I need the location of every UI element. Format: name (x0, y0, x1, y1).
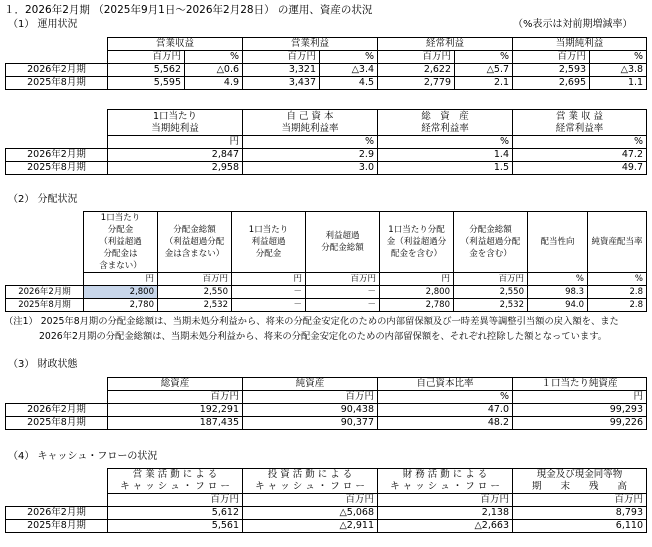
column-header: 営業利益 (243, 38, 378, 51)
column-header: 純資産配当率 (588, 212, 647, 273)
value-cell: － (232, 299, 306, 312)
table-row (6, 149, 647, 162)
unit-cell: 百万円 (513, 494, 647, 507)
unit-cell: 百万円 (158, 273, 232, 286)
unit-cell: % (590, 51, 647, 64)
column-header: 1口当たり 当期純利益 (108, 110, 243, 136)
value-cell: 2,780 (380, 299, 454, 312)
section-1-heading: （1） 運用状況 (8, 19, 78, 30)
column-header: 分配金総額 （利益超過分配 金を含む） (454, 212, 528, 273)
value-cell: 2.9 (243, 149, 378, 162)
value-cell: 2.1 (455, 77, 513, 90)
cash-flow-table (5, 468, 647, 533)
column-header: 利益超過 分配金総額 (306, 212, 380, 273)
value-cell: 2,550 (158, 286, 232, 299)
value-cell: 98.3 (528, 286, 588, 299)
value-cell: 2,532 (454, 299, 528, 312)
table-row (6, 520, 647, 533)
column-header: 財 務 活 動 に よ る キ ャ ッ シ ュ ・ フ ロ ー (378, 469, 513, 494)
unit-cell: 百万円 (108, 391, 243, 404)
table-row (6, 77, 647, 90)
table-row (6, 286, 647, 299)
value-cell: 2.8 (588, 299, 647, 312)
value-cell: 99,226 (513, 417, 647, 430)
row-label: 2025年8月期 (6, 77, 108, 90)
unit-cell: 円 (108, 136, 243, 149)
value-cell: 94.0 (528, 299, 588, 312)
value-cell: 3,437 (243, 77, 320, 90)
unit-cell: 百万円 (108, 494, 243, 507)
value-cell: 5,612 (108, 507, 243, 520)
section-4-heading: （4） キャッシュ・フローの状況 (8, 451, 158, 462)
value-cell: 192,291 (108, 404, 243, 417)
value-cell: 5,561 (108, 520, 243, 533)
table-row (6, 299, 647, 312)
value-cell: △2,911 (243, 520, 378, 533)
value-cell: 2,780 (84, 299, 158, 312)
column-header: 営業収益 (108, 38, 243, 51)
unit-cell: 百万円 (243, 494, 378, 507)
value-cell: 5,595 (108, 77, 185, 90)
value-cell: 99,293 (513, 404, 647, 417)
value-cell: 1.1 (590, 77, 647, 90)
value-cell: 2,800 (380, 286, 454, 299)
unit-cell: 百万円 (306, 273, 380, 286)
corner-cell (6, 212, 84, 273)
corner-cell (6, 469, 108, 494)
value-cell: 3,321 (243, 64, 320, 77)
corner-cell (6, 51, 108, 64)
section-3-heading: （3） 財政状態 (8, 359, 78, 370)
row-label: 2025年8月期 (6, 417, 108, 430)
column-header: 経常利益 (378, 38, 513, 51)
page-title: １．2026年2月期 （2025年9月1日～2026年2月28日） の運用、資産の状況 (4, 4, 373, 16)
row-label: 2025年8月期 (6, 162, 108, 175)
column-header: 総資産 (108, 378, 243, 391)
corner-cell (6, 273, 84, 286)
unit-cell: 円 (513, 391, 647, 404)
column-header: 自 己 資 本 当期純利益率 (243, 110, 378, 136)
unit-cell: 百万円 (108, 51, 185, 64)
column-header: 営 業 活 動 に よ る キ ャ ッ シ ュ ・ フ ロ ー (108, 469, 243, 494)
value-cell: 1.4 (378, 149, 513, 162)
unit-cell: 円 (380, 273, 454, 286)
section-2-heading: （2） 分配状況 (8, 194, 78, 205)
value-cell: － (306, 299, 380, 312)
value-cell: 2,532 (158, 299, 232, 312)
value-cell: 2,138 (378, 507, 513, 520)
value-cell: － (306, 286, 380, 299)
value-cell: 8,793 (513, 507, 647, 520)
value-cell: 4.9 (185, 77, 243, 90)
value-cell: △0.6 (185, 64, 243, 77)
unit-cell: % (320, 51, 378, 64)
column-header: 1口当たり分配 金（利益超過分 配金を含む） (380, 212, 454, 273)
value-cell: 2,593 (513, 64, 590, 77)
corner-cell (6, 38, 108, 51)
value-cell: 47.0 (378, 404, 513, 417)
value-cell-selected[interactable]: 2,800 (84, 286, 158, 299)
unit-cell: % (378, 136, 513, 149)
unit-cell: % (455, 51, 513, 64)
value-cell: 187,435 (108, 417, 243, 430)
value-cell: 5,562 (108, 64, 185, 77)
value-cell: 47.2 (513, 149, 647, 162)
value-cell: 2,958 (108, 162, 243, 175)
value-cell: △2,663 (378, 520, 513, 533)
table-row (6, 162, 647, 175)
value-cell: 48.2 (378, 417, 513, 430)
value-cell: 4.5 (320, 77, 378, 90)
unit-cell: % (588, 273, 647, 286)
section-1-note: （%表示は対前期増減率） (513, 19, 633, 30)
value-cell: 6,110 (513, 520, 647, 533)
unit-cell: 円 (232, 273, 306, 286)
row-label: 2026年2月期 (6, 507, 108, 520)
value-cell: 2,695 (513, 77, 590, 90)
column-header: １口当たり純資産 (513, 378, 647, 391)
value-cell: △3.4 (320, 64, 378, 77)
unit-cell: % (513, 136, 647, 149)
value-cell: 2.8 (588, 286, 647, 299)
value-cell: 49.7 (513, 162, 647, 175)
corner-cell (6, 378, 108, 391)
column-header: 自己資本比率 (378, 378, 513, 391)
column-header: 1口当たり 分配金 （利益超過 分配金は 含まない） (84, 212, 158, 273)
value-cell: 90,377 (243, 417, 378, 430)
unit-cell: 百万円 (378, 494, 513, 507)
column-header: 分配金総額 （利益超過分配 金は含まない） (158, 212, 232, 273)
column-header: 現金及び現金同等物 期 末 残 高 (513, 469, 647, 494)
column-header: 営 業 収 益 経常利益率 (513, 110, 647, 136)
unit-cell: 百万円 (454, 273, 528, 286)
column-header: 投 資 活 動 に よ る キ ャ ッ シ ュ ・ フ ロ ー (243, 469, 378, 494)
column-header: 総 資 産 経常利益率 (378, 110, 513, 136)
row-label: 2026年2月期 (6, 286, 84, 299)
table-row (6, 417, 647, 430)
column-header: 当期純利益 (513, 38, 647, 51)
table-row (6, 507, 647, 520)
unit-cell: 円 (84, 273, 158, 286)
corner-cell (6, 391, 108, 404)
unit-cell: % (528, 273, 588, 286)
corner-cell (6, 136, 108, 149)
unit-cell: 百万円 (243, 51, 320, 64)
row-label: 2026年2月期 (6, 64, 108, 77)
row-label: 2026年2月期 (6, 404, 108, 417)
value-cell: 2,550 (454, 286, 528, 299)
corner-cell (6, 494, 108, 507)
row-label: 2025年8月期 (6, 520, 108, 533)
value-cell: 3.0 (243, 162, 378, 175)
corner-cell (6, 110, 108, 136)
financial-position-table (5, 377, 647, 430)
ratios-table (5, 109, 647, 175)
row-label: 2025年8月期 (6, 299, 84, 312)
table-row (6, 64, 647, 77)
column-header: 1口当たり 利益超過 分配金 (232, 212, 306, 273)
unit-cell: 百万円 (513, 51, 590, 64)
row-label: 2026年2月期 (6, 149, 108, 162)
footnote-line-1: （注1） 2025年8月期の分配金総額は、当期未処分利益から、将来の分配金安定化のための内部留保額及び一時差異等調整引当額の戻入額を、また (4, 316, 619, 327)
value-cell: △3.8 (590, 64, 647, 77)
footnote-line-2: 2026年2月期の分配金総額は、当期未処分利益から、将来の分配金安定化のための内部留保額を、それぞれ控除した額となっています。 (39, 331, 608, 342)
value-cell: 2,622 (378, 64, 455, 77)
unit-cell: % (378, 391, 513, 404)
unit-cell: 百万円 (378, 51, 455, 64)
unit-cell: % (243, 136, 378, 149)
value-cell: 90,438 (243, 404, 378, 417)
column-header: 純資産 (243, 378, 378, 391)
column-header: 配当性向 (528, 212, 588, 273)
value-cell: △5.7 (455, 64, 513, 77)
unit-cell: % (185, 51, 243, 64)
value-cell: △5,068 (243, 507, 378, 520)
value-cell: 2,779 (378, 77, 455, 90)
value-cell: － (232, 286, 306, 299)
operations-table (5, 37, 647, 90)
table-row (6, 404, 647, 417)
unit-cell: 百万円 (243, 391, 378, 404)
distribution-table (5, 211, 647, 312)
value-cell: 1.5 (378, 162, 513, 175)
value-cell: 2,847 (108, 149, 243, 162)
